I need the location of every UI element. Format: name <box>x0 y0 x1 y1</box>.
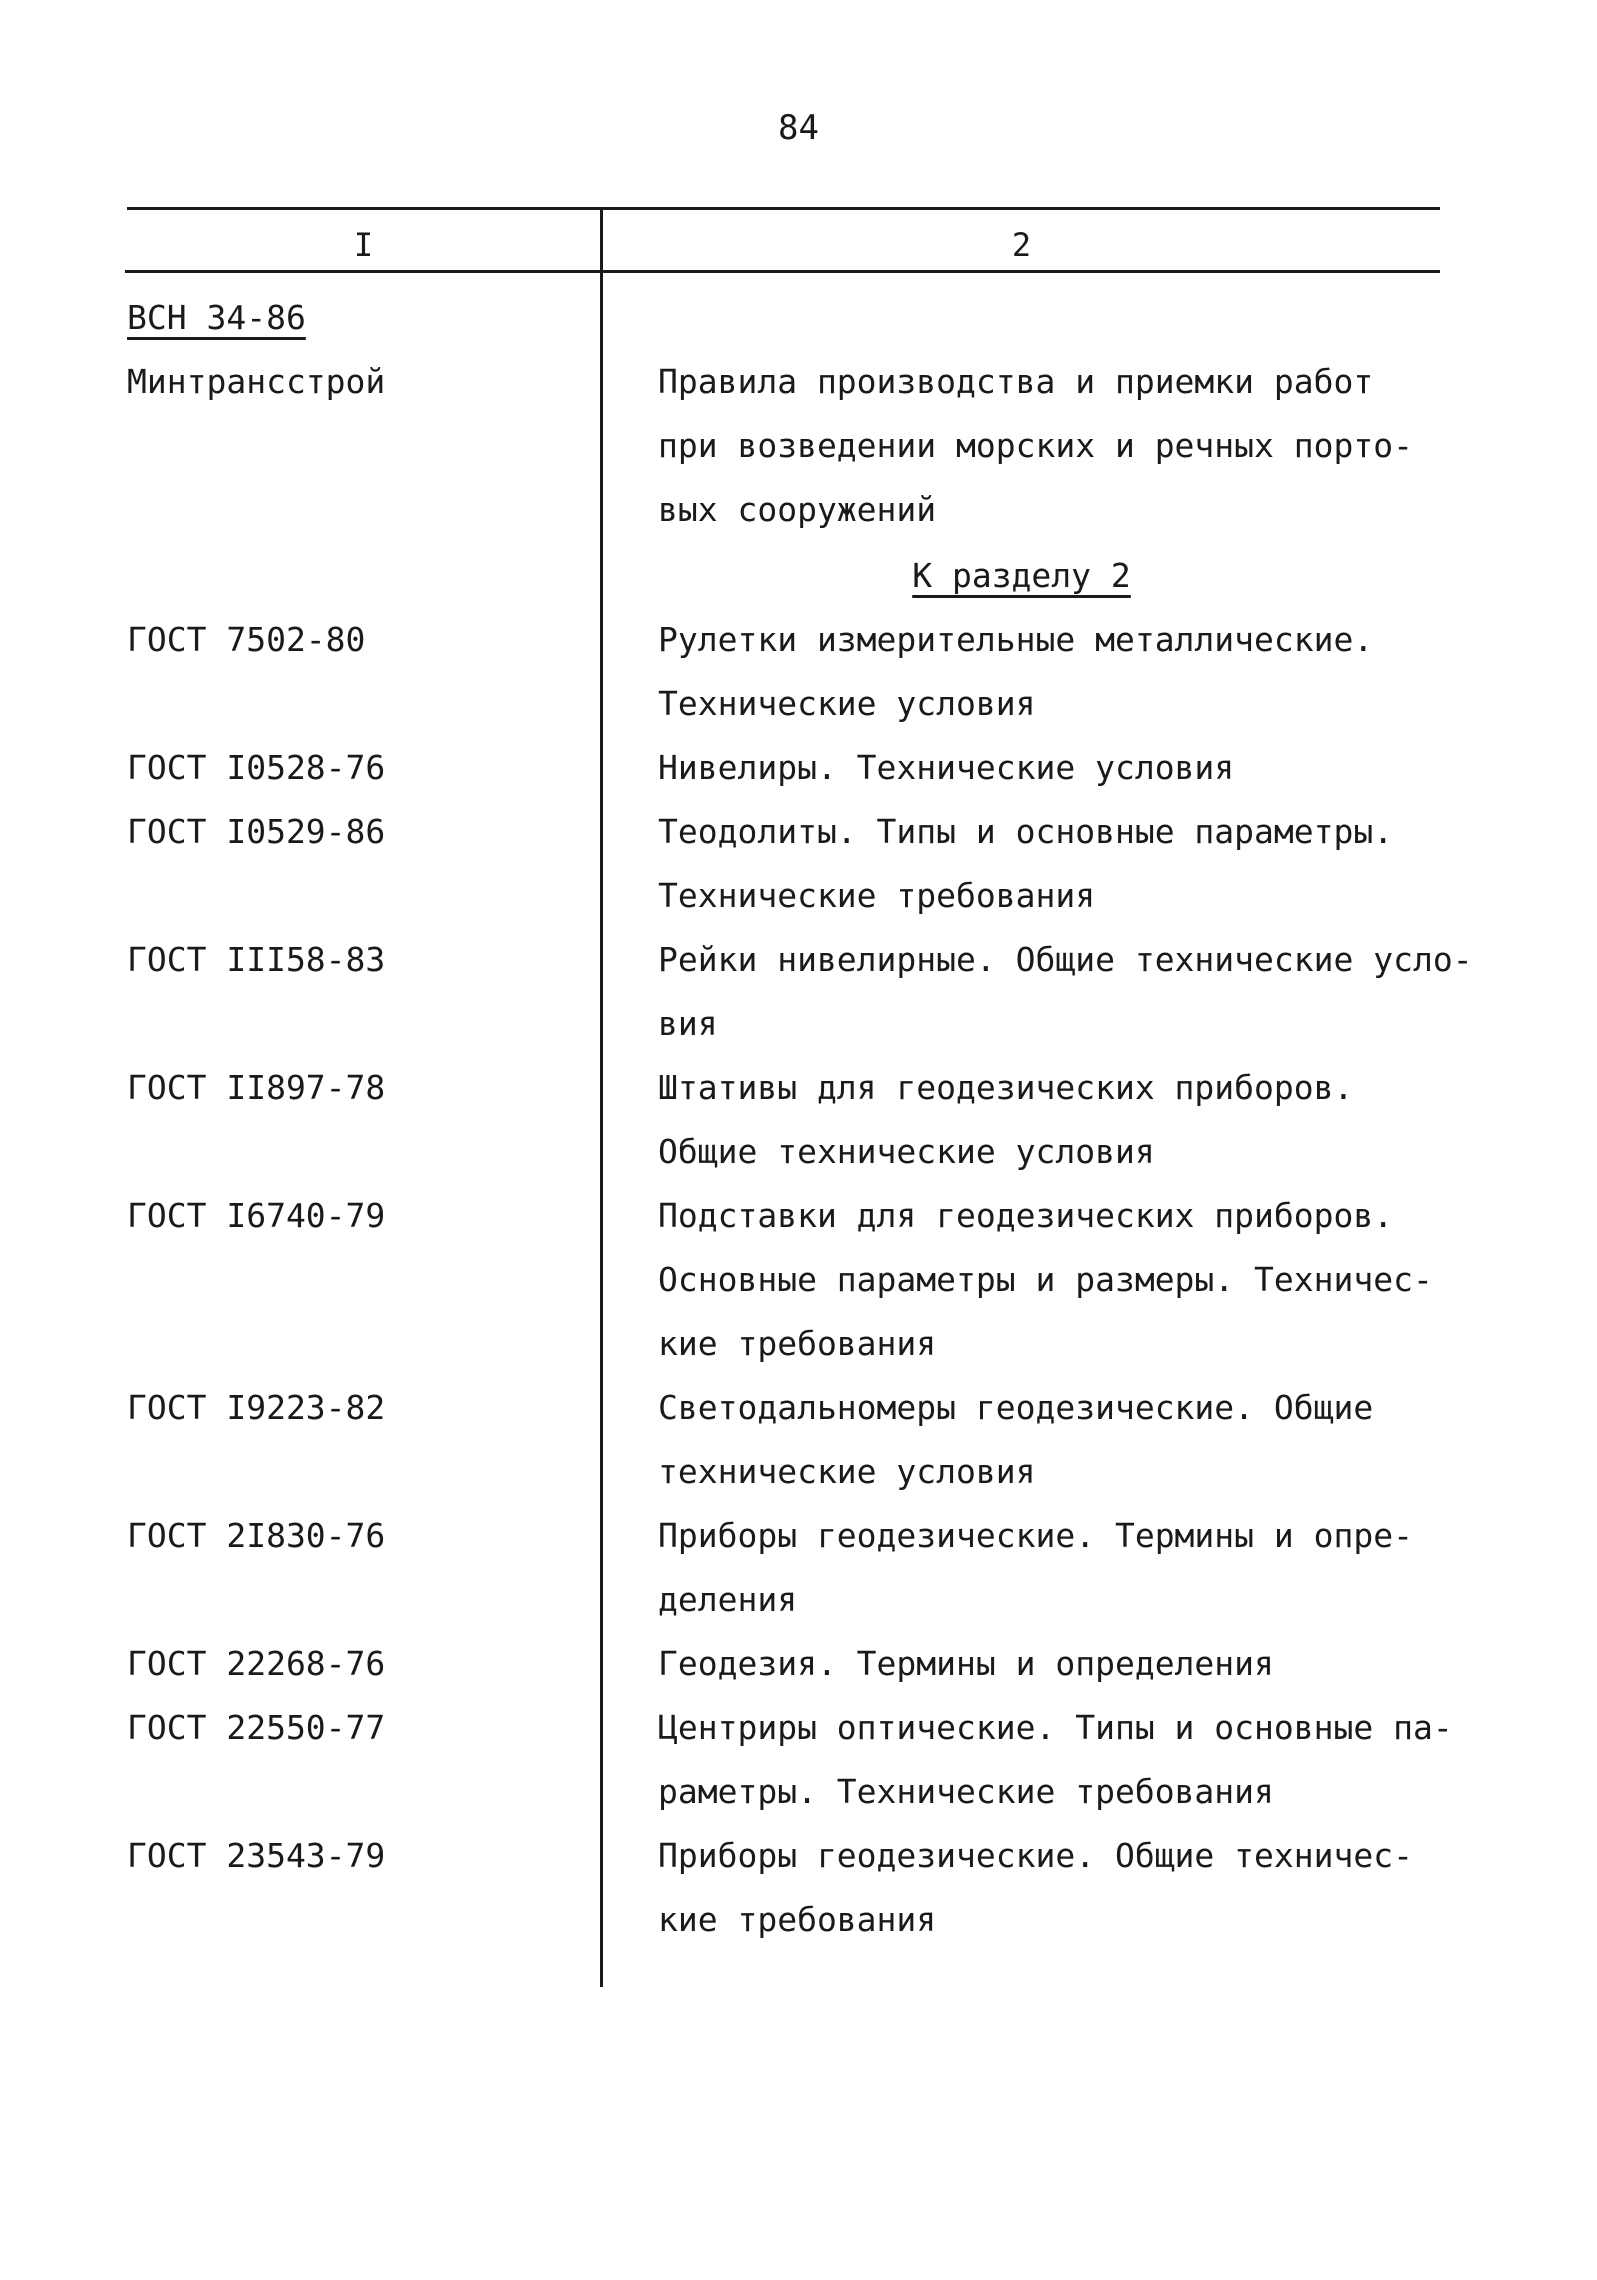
column-2-header: 2 <box>1011 226 1032 264</box>
section-heading: К разделу 2 <box>912 556 1131 595</box>
standard-description: Рулетки измерительные металлические. Технические условия <box>658 620 1374 723</box>
standard-description: Приборы геодезические. Термины и опре- деления <box>658 1516 1413 1619</box>
standard-description: Светодальномеры геодезические. Общие технические условия <box>658 1388 1374 1491</box>
table-header-rule <box>125 270 1440 273</box>
table-top-rule <box>127 207 1440 210</box>
standard-code: ГОСТ I0528-76 <box>127 748 386 787</box>
standard-code: ВСН 34-86 <box>127 298 306 337</box>
standard-code: ГОСТ I9223-82 <box>127 1388 386 1427</box>
standard-description: Центриры оптические. Типы и основные па- раметры. Технические требования <box>658 1708 1453 1811</box>
standard-description: Теодолиты. Типы и основные параметры. Технические требования <box>658 812 1394 915</box>
page-number: 84 <box>778 108 819 148</box>
standard-code: ГОСТ II897-78 <box>127 1068 386 1107</box>
standard-code: ГОСТ III58-83 <box>127 940 386 979</box>
standard-code: ГОСТ 7502-80 <box>127 620 366 659</box>
standard-code: Минтрансстрой <box>127 362 386 401</box>
standard-code: ГОСТ I6740-79 <box>127 1196 386 1235</box>
standard-description: Геодезия. Термины и определения <box>658 1644 1274 1683</box>
standard-description: Подставки для геодезических приборов. Основные параметры и размеры. Техничес- кие требования <box>658 1196 1433 1363</box>
standard-code: ГОСТ 23543-79 <box>127 1836 386 1875</box>
standard-code: ГОСТ 22550-77 <box>127 1708 386 1747</box>
standard-description: Правила производства и приемки работ при возведении морских и речных порто- вых сооружений <box>658 362 1413 529</box>
standard-description: Приборы геодезические. Общие техничес- кие требования <box>658 1836 1413 1939</box>
standard-code: ГОСТ I0529-86 <box>127 812 386 851</box>
standard-description: Нивелиры. Технические условия <box>658 748 1235 787</box>
column-divider <box>600 207 603 1987</box>
column-1-header: I <box>353 226 374 264</box>
standard-code: ГОСТ 2I830-76 <box>127 1516 386 1555</box>
standard-code: ГОСТ 22268-76 <box>127 1644 386 1683</box>
standard-description: Штативы для геодезических приборов. Общие технические условия <box>658 1068 1354 1171</box>
standard-description: Рейки нивелирные. Общие технические усло- вия <box>658 940 1473 1043</box>
